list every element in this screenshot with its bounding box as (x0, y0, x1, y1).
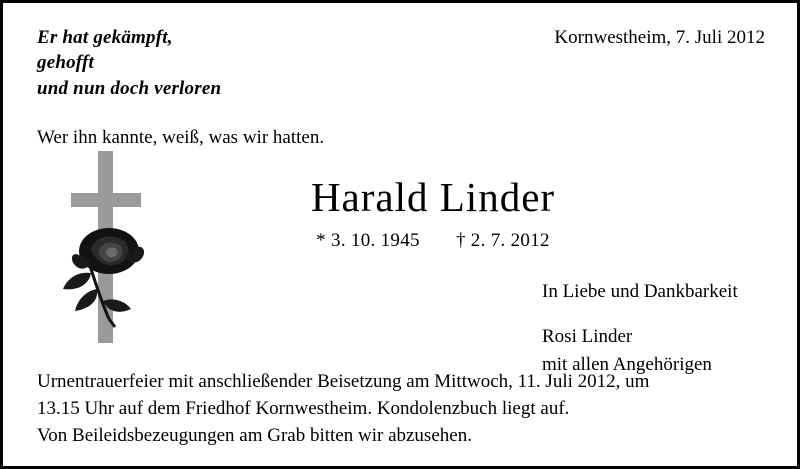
cross-with-rose-icon (51, 151, 201, 351)
tribute-line: In Liebe und Dankbarkeit (542, 280, 738, 302)
epitaph-line-3: und nun doch verloren (37, 77, 222, 99)
funeral-line-1: Urnentrauerfeier mit anschließender Beisetzung am Mittwoch, 11. Juli 2012, um (37, 371, 650, 393)
death-date: † 2. 7. 2012 (455, 229, 550, 251)
remembrance-line: Wer ihn kannte, weiß, was wir hatten. (37, 126, 325, 148)
epitaph-line-1: Er hat gekämpft, (37, 27, 173, 48)
funeral-line-3: Von Beileidsbezeugungen am Grab bitten wir abzusehen. (37, 425, 472, 447)
notice-header (37, 25, 769, 101)
deceased-name: Harald Linder (310, 173, 556, 220)
epitaph (37, 25, 221, 101)
survivor-name: Rosi Linder (542, 326, 633, 348)
survivor-relation: mit allen Angehörigen (542, 353, 712, 375)
spacer (542, 305, 769, 323)
funeral-line-2: 13.15 Uhr auf dem Friedhof Kornwestheim. Kondolenzbuch liegt auf. (37, 398, 570, 420)
epitaph-line-2: gehofft (37, 52, 94, 74)
place-and-date: Kornwestheim, 7. Juli 2012 (554, 27, 765, 48)
funeral-details (37, 369, 769, 450)
birth-date: * 3. 10. 1945 (316, 229, 420, 251)
